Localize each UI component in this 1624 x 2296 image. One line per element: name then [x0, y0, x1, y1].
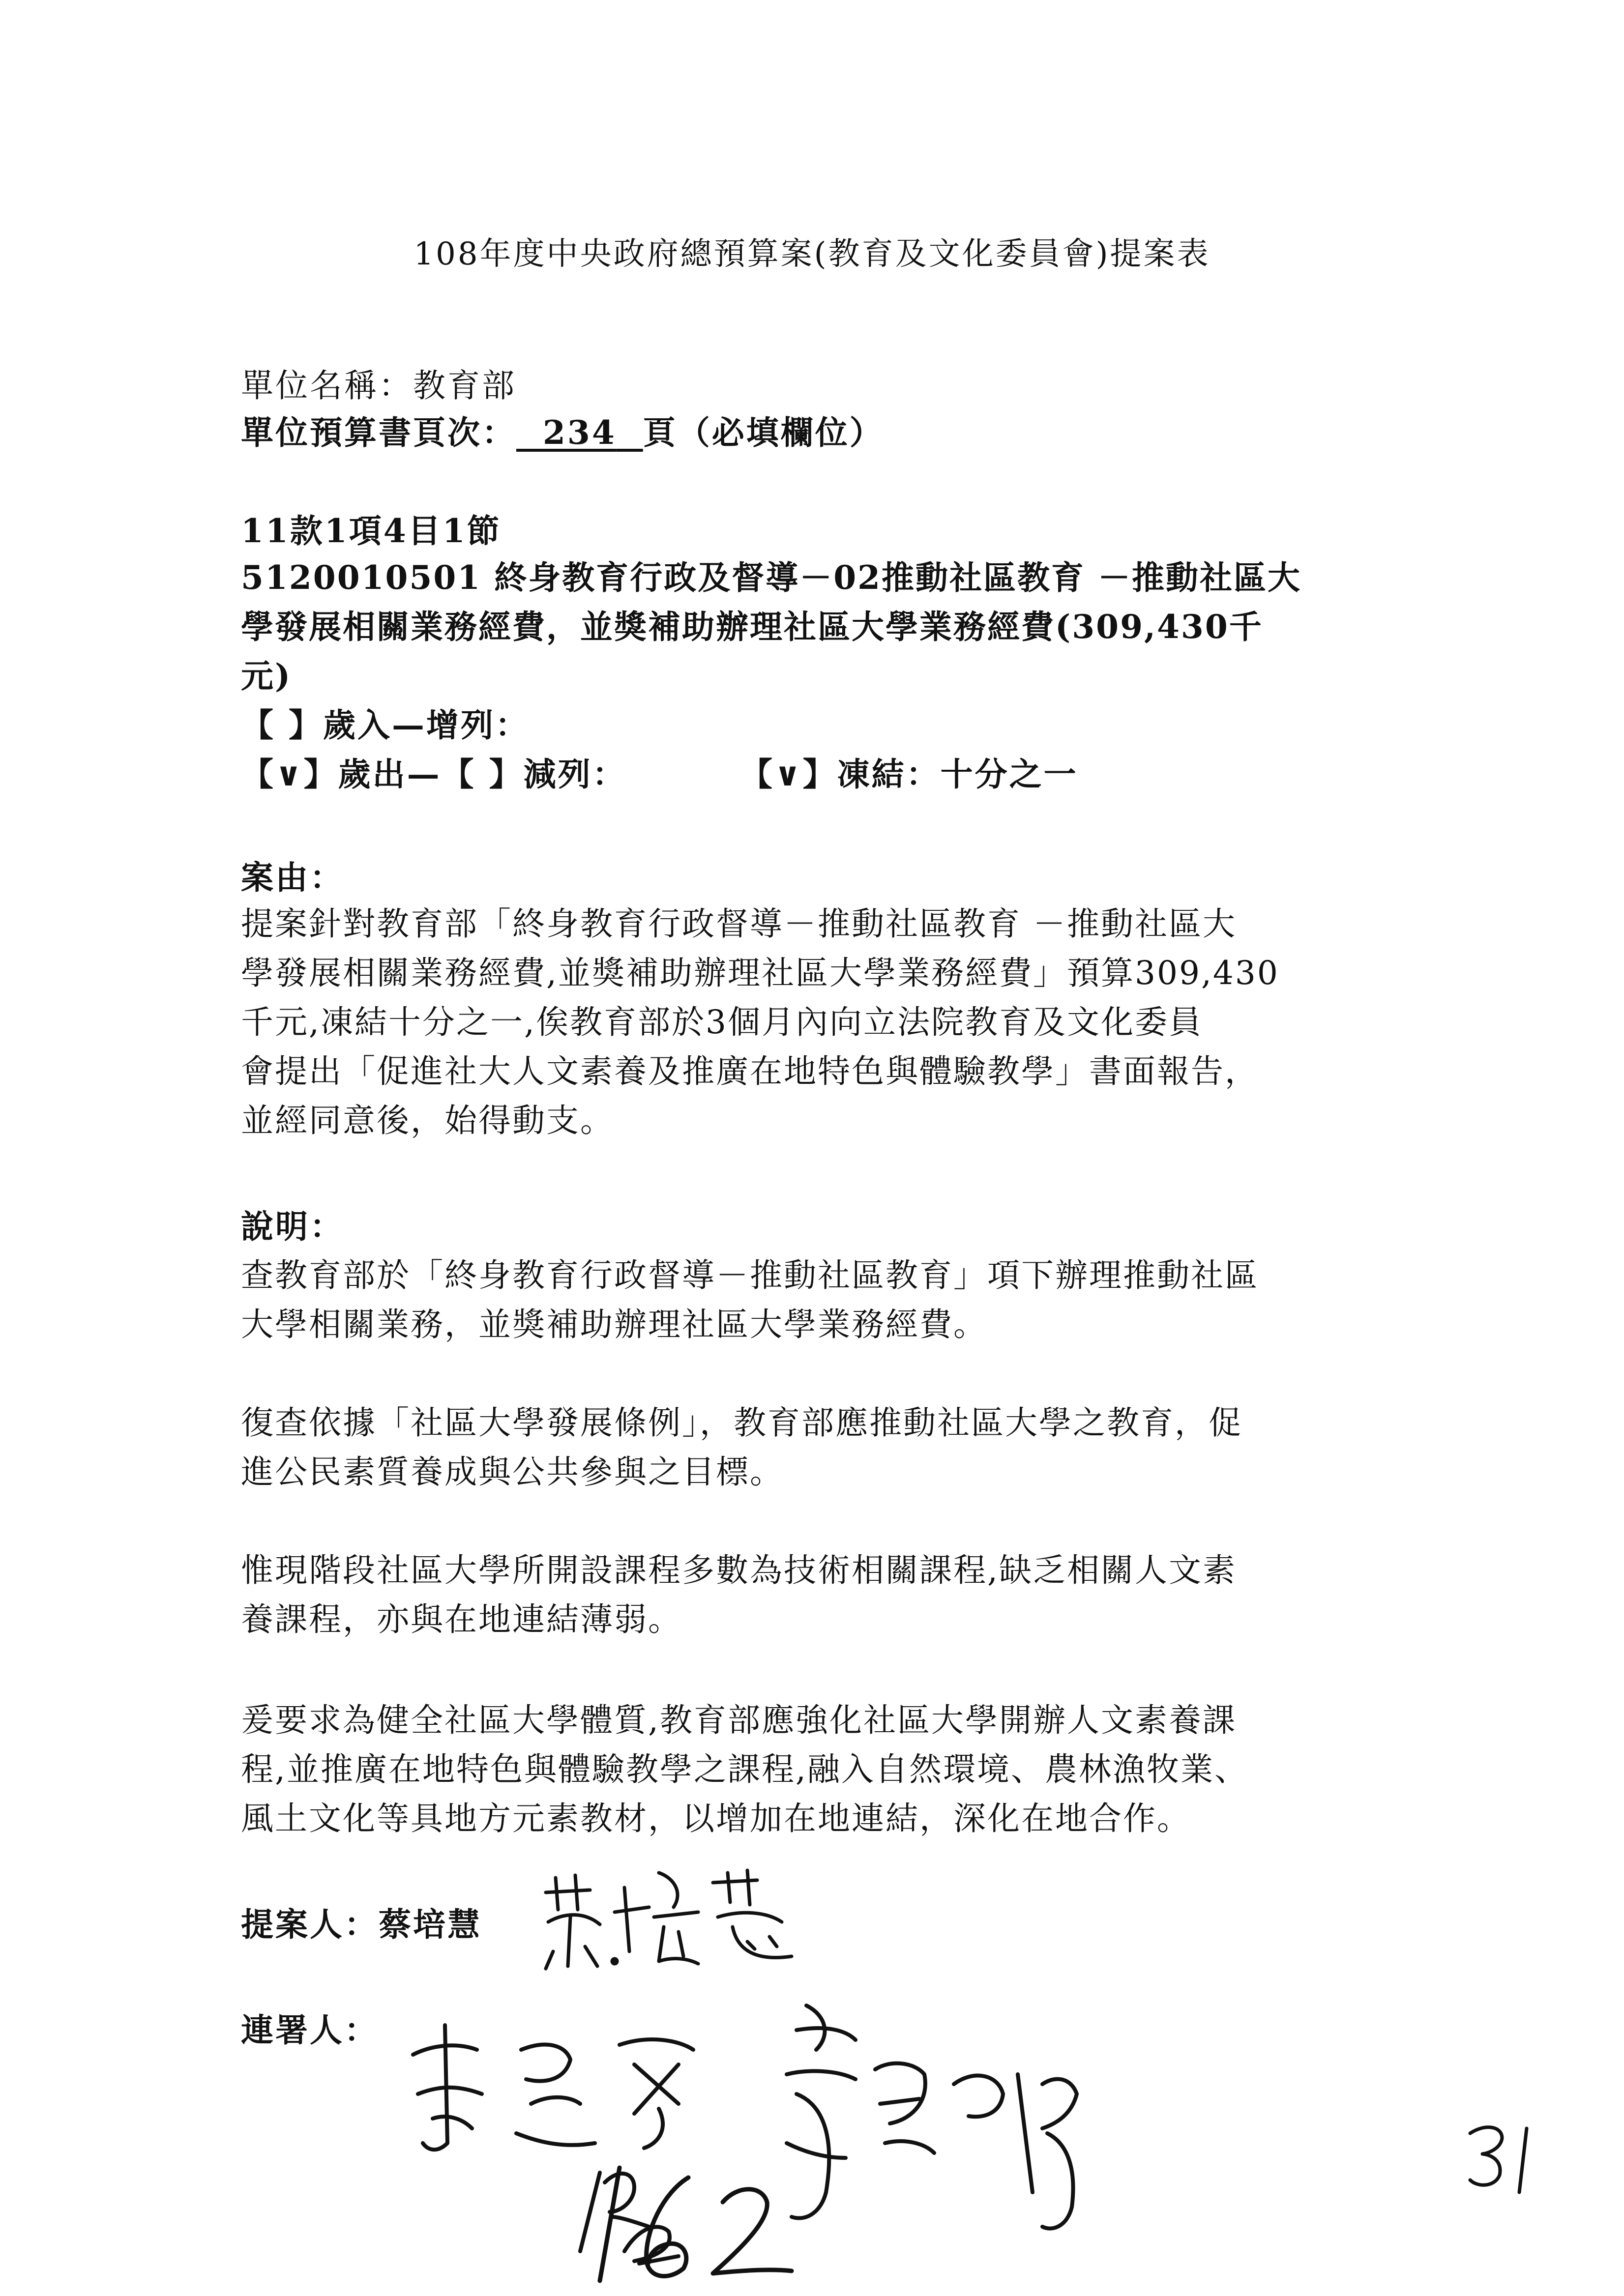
unit-page-label: 單位預算書頁次：: [241, 413, 516, 452]
explanation-line: 進公民素質養成與公共參與之目標。: [241, 1453, 784, 1491]
proposer-name: 蔡培慧: [379, 1905, 482, 1944]
explanation-paragraph: [241, 1546, 1387, 1644]
explanation-line: 大學相關業務，並獎補助辦理社區大學業務經費。: [241, 1306, 987, 1343]
reason-line: 提案針對教育部「終身教育行政督導－推動社區教育 －推動社區大: [241, 905, 1237, 943]
item-code-line: 11款1項4目1節: [241, 512, 502, 550]
unit-name-line: [241, 361, 516, 410]
reason-body: [241, 900, 1387, 1145]
explanation-line: 養課程，亦與在地連結薄弱。: [241, 1600, 682, 1638]
unit-name-label: 單位名稱：: [241, 367, 413, 405]
unit-page-value: 234: [542, 413, 617, 452]
reason-line: 學發展相關業務經費,並獎補助辦理社區大學業務經費」預算309,430: [241, 954, 1279, 992]
explanation-paragraph: [241, 1696, 1387, 1843]
reason-heading: 案由：: [241, 858, 344, 897]
proposer-label: 提案人：: [241, 1905, 379, 1944]
page-number: [1465, 2114, 1554, 2204]
item-description: [241, 553, 1387, 700]
explanation-heading: 說明：: [241, 1207, 344, 1246]
item-desc-line: 5120010501 終身教育行政及督導－02推動社區教育 －推動社區大: [241, 558, 1302, 597]
reason-line: 會提出「促進社大人文素養及推廣在地特色與體驗教學」書面報告，: [241, 1052, 1259, 1090]
handwritten-number: [605, 2163, 811, 2293]
item-desc-line: 元): [241, 657, 292, 695]
reason-line: 並經同意後，始得動支。: [241, 1102, 614, 1139]
unit-page-line: [241, 408, 884, 457]
explanation-line: 風土文化等具地方元素教材，以增加在地連結，深化在地合作。: [241, 1800, 1191, 1837]
explanation-line: 爰要求為健全社區大學體質,教育部應強化社區大學開辦人文素養課: [241, 1701, 1237, 1739]
explanation-line: 查教育部於「終身教育行政督導－推動社區教育」項下辦理推動社區: [241, 1256, 1259, 1294]
proposer-signature: [536, 1863, 811, 1983]
proposer-line: [241, 1900, 482, 1949]
explanation-paragraph: [241, 1398, 1387, 1497]
explanation-paragraph: [241, 1251, 1387, 1349]
cosigner-label: 連署人：: [241, 2011, 379, 2049]
expense-line: 【∨】歲出—【 】減列：: [241, 755, 627, 793]
revenue-line: 【 】歲入—增列：: [241, 706, 530, 744]
explanation-line: 復查依據「社區大學發展條例」，教育部應推動社區大學之教育，促: [241, 1404, 1242, 1442]
explanation-line: 程,並推廣在地特色與體驗教學之課程,融入自然環境、農林漁牧業、: [241, 1750, 1248, 1788]
explanation-line: 惟現階段社區大學所開設課程多數為技術相關課程,缺乏相關人文素: [241, 1551, 1237, 1589]
item-desc-line: 學發展相關業務經費，並獎補助辦理社區大學業務經費(309,430千: [241, 608, 1263, 646]
reason-line: 千元,凍結十分之一,俟教育部於3個月內向立法院教育及文化委員: [241, 1003, 1203, 1041]
unit-page-suffix: 頁（必填欄位）: [643, 413, 884, 452]
unit-name-value: 教育部: [413, 367, 516, 405]
page-title: 108年度中央政府總預算案(教育及文化委員會)提案表: [413, 236, 1211, 272]
freeze-line: 【∨】凍結：十分之一: [740, 755, 1078, 793]
